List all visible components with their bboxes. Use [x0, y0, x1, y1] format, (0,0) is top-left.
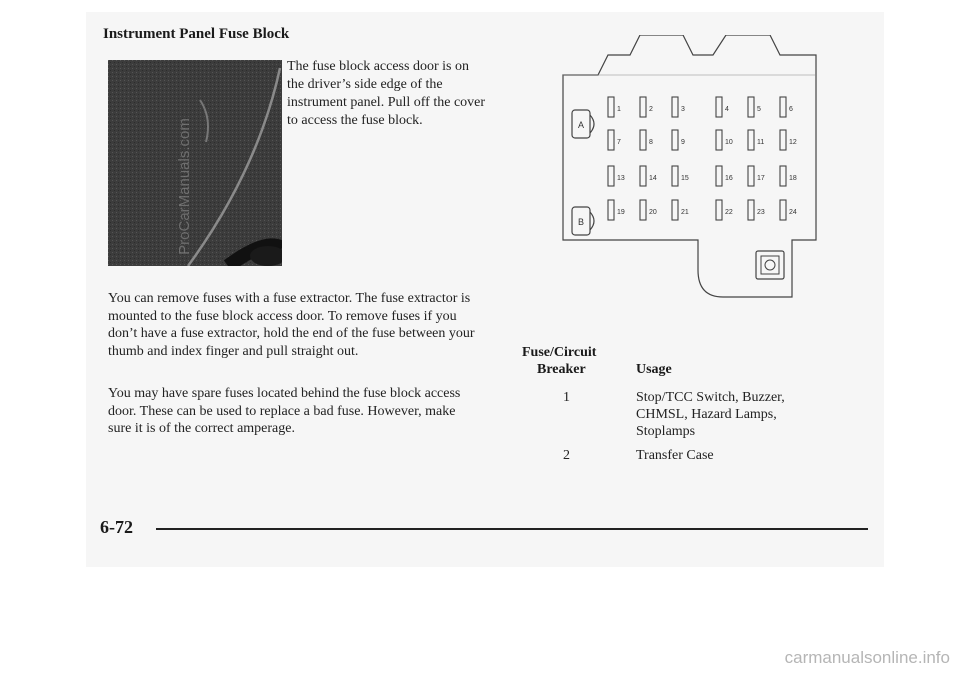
- paragraph-extractor: You can remove fuses with a fuse extractor. The fuse extractor is mounted to the fuse block access door. To remove fuses if you don’t have a fuse extractor, hold the end of the fuse between your thumb and index finger and pull straight out.: [108, 291, 475, 359]
- fuse-number-label: 22: [725, 209, 733, 216]
- table-row-1-id: 1: [563, 390, 570, 405]
- fuse-slot-1: [608, 97, 621, 117]
- fuse-slot-outline: [608, 130, 614, 150]
- fuse-slot-15: [672, 166, 689, 186]
- fuse-slot-outline: [672, 130, 678, 150]
- fuse-slot-outline: [640, 97, 646, 117]
- fuse-number-label: 10: [725, 139, 733, 146]
- table-header-breaker: Breaker: [537, 362, 586, 377]
- table-row-1-usage-line3: Stoplamps: [636, 424, 696, 439]
- fuse-slot-outline: [672, 166, 678, 186]
- fuse-number-label: 21: [681, 209, 689, 216]
- connector-label-b: B: [577, 217, 585, 227]
- fuse-slot-14: [640, 166, 657, 186]
- fuse-number-label: 1: [617, 106, 621, 113]
- fuse-slot-outline: [780, 97, 786, 117]
- fuse-number-label: 3: [681, 106, 685, 113]
- section-title: Instrument Panel Fuse Block: [103, 26, 290, 42]
- connector-a: [572, 110, 594, 138]
- page-number: 6-72: [100, 517, 133, 537]
- fuse-slot-9: [672, 130, 685, 150]
- fuse-slot-24: [780, 200, 797, 220]
- fuse-number-label: 2: [649, 106, 653, 113]
- fuse-number-label: 5: [757, 106, 761, 113]
- fuse-slot-outline: [748, 200, 754, 220]
- fuse-slot-5: [748, 97, 761, 117]
- fuse-number-label: 9: [681, 139, 685, 146]
- fuse-slot-7: [608, 130, 621, 150]
- fuse-number-label: 13: [617, 175, 625, 182]
- fuse-slot-outline: [640, 130, 646, 150]
- fuse-number-label: 4: [725, 106, 729, 113]
- fuse-number-label: 24: [789, 209, 797, 216]
- fuse-slot-10: [716, 130, 733, 150]
- fuse-number-label: 14: [649, 175, 657, 182]
- fuse-extractor-box: [756, 251, 784, 279]
- table-row-2-id: 2: [563, 448, 570, 463]
- connector-b: [572, 207, 594, 235]
- fuse-slot-outline: [640, 200, 646, 220]
- watermark-bottom: carmanualsonline.info: [784, 648, 950, 667]
- fuse-slot-outline: [780, 166, 786, 186]
- fuse-slot-4: [716, 97, 729, 117]
- fuse-slot-20: [640, 200, 657, 220]
- fuse-slot-outline: [608, 200, 614, 220]
- fuse-slot-outline: [780, 130, 786, 150]
- table-header-usage: Usage: [636, 362, 672, 377]
- fuse-number-label: 8: [649, 139, 653, 146]
- fuse-slot-outline: [748, 130, 754, 150]
- fuse-number-label: 15: [681, 175, 689, 182]
- fuse-slot-outline: [716, 130, 722, 150]
- fuse-door-photo: [108, 60, 282, 266]
- fuse-slot-2: [640, 97, 653, 117]
- fuse-slot-17: [748, 166, 765, 186]
- fuse-slot-outline: [780, 200, 786, 220]
- table-row-1-usage-line2: CHMSL, Hazard Lamps,: [636, 407, 777, 422]
- fuse-slot-6: [780, 97, 793, 117]
- table-row-1-usage-line1: Stop/TCC Switch, Buzzer,: [636, 390, 785, 405]
- fuse-slot-8: [640, 130, 653, 150]
- fuse-slot-outline: [672, 200, 678, 220]
- fuse-slot-3: [672, 97, 685, 117]
- fuse-number-label: 20: [649, 209, 657, 216]
- fuse-number-label: 6: [789, 106, 793, 113]
- fuse-block-diagram: [558, 35, 820, 303]
- fuse-slot-23: [748, 200, 765, 220]
- fuse-slot-22: [716, 200, 733, 220]
- fuse-slot-outline: [608, 166, 614, 186]
- connector-label-a: A: [577, 120, 585, 130]
- table-row-2-usage-line1: Transfer Case: [636, 448, 714, 463]
- fuse-slot-outline: [716, 200, 722, 220]
- fuse-slot-outline: [640, 166, 646, 186]
- watermark-side: ProCarManuals.com: [175, 118, 193, 255]
- paragraph-spare-fuses: You may have spare fuses located behind the fuse block access door. These can be used to replace a bad fuse. However, make sure it is of the correct amperage.: [108, 386, 461, 436]
- intro-text: The fuse block access door is on the driver’s side edge of the instrument panel. Pull off the cover to access the fuse block.: [287, 59, 486, 128]
- fuse-slot-13: [608, 166, 625, 186]
- footer-rule: [156, 528, 868, 530]
- fuse-slot-16: [716, 166, 733, 186]
- table-header-fuse: Fuse/Circuit: [522, 345, 597, 360]
- fuse-slot-12: [780, 130, 797, 150]
- fuse-slot-18: [780, 166, 797, 186]
- fuse-slot-outline: [748, 97, 754, 117]
- fuse-slot-outline: [716, 97, 722, 117]
- fuse-number-label: 16: [725, 175, 733, 182]
- fuse-number-label: 18: [789, 175, 797, 182]
- fuse-number-label: 23: [757, 209, 765, 216]
- fuse-number-label: 19: [617, 209, 625, 216]
- fuse-slot-outline: [672, 97, 678, 117]
- fuse-number-label: 17: [757, 175, 765, 182]
- fuse-slot-outline: [716, 166, 722, 186]
- fuse-slot-19: [608, 200, 625, 220]
- fuse-slot-11: [748, 130, 764, 150]
- fuse-number-label: 12: [789, 139, 797, 146]
- fuse-slot-21: [672, 200, 689, 220]
- fuse-number-label: 7: [617, 139, 621, 146]
- fuse-number-label: 11: [757, 139, 765, 146]
- fuse-slot-outline: [748, 166, 754, 186]
- fuse-slot-outline: [608, 97, 614, 117]
